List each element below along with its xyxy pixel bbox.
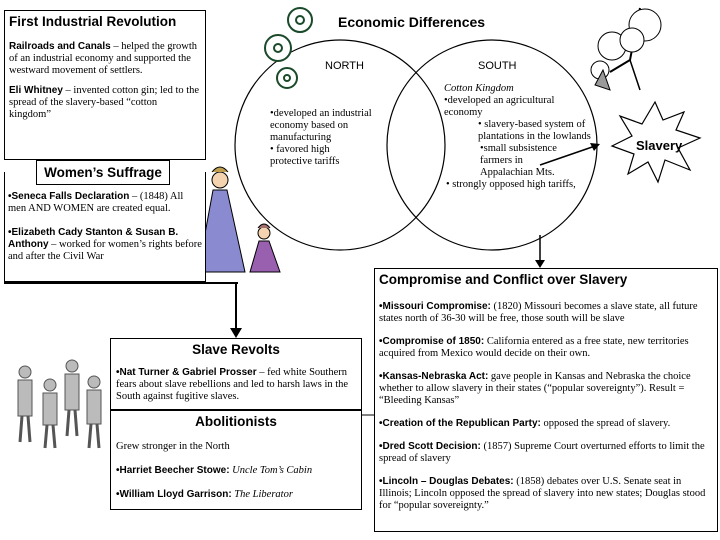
stanton-anthony-item: •Elizabeth Cady Stanton & Susan B. Anthony – worked for women’s rights before and after the Civil War (8, 227, 202, 262)
north-label: NORTH (325, 60, 364, 72)
north-text: •developed an industrial economy based on manufacturing • favored high protective tariffs (270, 108, 372, 167)
compromise-1850-item: •Compromise of 1850: California entered as a free state, new territories acquired from Mexico would decide on their own. (379, 336, 689, 359)
slave-revolts-title: Slave Revolts (192, 342, 280, 357)
eli-whitney-item: Eli Whitney – invented cotton gin; led to the spread of the slavery-based “cotton kingdom” (9, 85, 200, 120)
stowe-item: •Harriet Beecher Stowe: Uncle Tom’s Cabin (116, 465, 313, 476)
womens-suffrage-outline (4, 172, 206, 282)
compromise-box (374, 268, 718, 532)
economic-differences-title: Economic Differences (338, 14, 486, 30)
womens-suffrage-line (4, 282, 238, 284)
railroads-item: Railroads and Canals – helped the growth of an industrial economy and supported the westward movement of settlers. (9, 41, 198, 76)
seneca-falls-item: •Seneca Falls Declaration – (1848) All men AND WOMEN are created equal. (8, 191, 184, 214)
slavery-label: Slavery (636, 138, 683, 153)
slave-revolts-box (110, 338, 362, 410)
nat-turner-item: •Nat Turner & Gabriel Prosser – fed white Southern fears about slave rebellions and led to harsh laws in the South against fugitive slaves. (116, 367, 349, 402)
compromise-title: Compromise and Conflict over Slavery (379, 272, 628, 287)
gears-icon (265, 8, 312, 88)
abolitionists-title: Abolitionists (195, 414, 277, 429)
marchers-icon (18, 360, 101, 448)
abolitionists-intro: Grew stronger in the North (116, 441, 230, 452)
south-label: SOUTH (478, 60, 517, 72)
dred-scott-item: •Dred Scott Decision: (1857) Supreme Court overturned efforts to limit the spread of slavery (379, 441, 705, 464)
arrow-down-head (535, 260, 545, 268)
lincoln-douglas-item: •Lincoln – Douglas Debates: (1858) debates over U.S. Senate seat in Illinois; Lincoln opposed the spread of slavery into new states; Douglas stood for “popular sovereignty.” (379, 476, 706, 511)
south-line-1: •developed an agricultural economy (444, 95, 555, 118)
garrison-item: •William Lloyd Garrison: The Liberator (116, 489, 293, 500)
first-industrial-title: First Industrial Revolution (9, 14, 177, 29)
suffragist-women-icon (198, 167, 280, 272)
south-heading: Cotton Kingdom (444, 83, 514, 94)
first-industrial-revolution-box (4, 10, 206, 160)
south-line-4: • strongly opposed high tariffs, (446, 179, 576, 190)
missouri-compromise-item: •Missouri Compromise: (1820) Missouri becomes a slave state, all future states north of 36-30 will be free, those south will be slave (379, 301, 698, 324)
republican-party-item: •Creation of the Republican Party: opposed the spread of slavery. (379, 418, 671, 429)
south-line-2: • slavery-based system of plantations in the lowlands (478, 119, 591, 142)
cotton-plant-icon (591, 8, 661, 90)
kansas-nebraska-item: •Kansas-Nebraska Act: gave people in Kansas and Nebraska the choice whether to allow slavery in their states (“popular sovereignty”). Result = “Bleeding Kansas” (379, 371, 691, 406)
south-line-3: •small subsistence farmers in Appalachian Mts. (480, 143, 557, 178)
womens-suffrage-title: Women’s Suffrage (44, 165, 162, 180)
south-text (444, 83, 614, 191)
arrow-to-revolts (230, 328, 242, 338)
abolitionists-box (110, 410, 362, 510)
